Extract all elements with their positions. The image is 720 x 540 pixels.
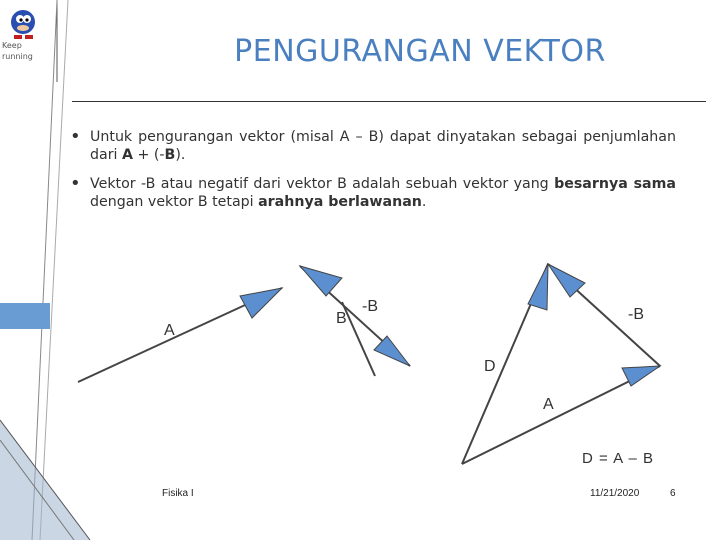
vector-b-arrowhead [374,336,410,366]
label-triangle-neg-b: -B [628,306,644,323]
label-vector-b: B [336,310,347,327]
bullet-2-text: Vektor -B atau negatif dari vektor B adalah sebuah vektor yang [90,176,555,192]
bullet-1-bold-a: A [121,147,133,163]
bullet-1-text: Untuk pengurangan vektor (misal A – B) dapat dinyatakan sebagai penjumlahan dari [90,129,676,163]
footer-course: Fisika I [162,488,194,499]
label-vector-d: D [484,358,496,375]
bullet-1-bold-b: B [164,147,176,163]
vector-a-arrowhead [240,288,282,318]
label-vector-a: A [164,322,175,339]
label-vector-neg-b: -B [362,298,378,315]
bullet-1-text-end: ). [175,147,186,163]
bullet-dot-icon: • [70,173,81,194]
bullet-2-bold-direction: arahnya berlawanan [258,194,422,210]
bullet-2-text-mid: dengan vektor B tetapi [90,194,259,210]
bullet-1-text-mid: + (- [132,147,165,163]
footer-date: 11/21/2020 [590,488,640,499]
label-triangle-a: A [543,396,554,413]
equation-d-equals-a-minus-b: D = A – B [582,450,654,467]
footer-page-number: 6 [670,488,676,499]
bullet-2-bold-magnitude: besarnya sama [554,176,676,192]
vector-d-arrowhead [528,264,548,310]
bullet-dot-icon: • [70,126,81,147]
slide-title: PENGURANGAN VEKTOR [234,34,606,69]
logo-text-running: running [2,52,33,61]
bullet-2-text-end: . [421,194,427,210]
logo-text-keep: Keep [2,41,22,50]
vector-neg-b-arrowhead [300,266,342,296]
